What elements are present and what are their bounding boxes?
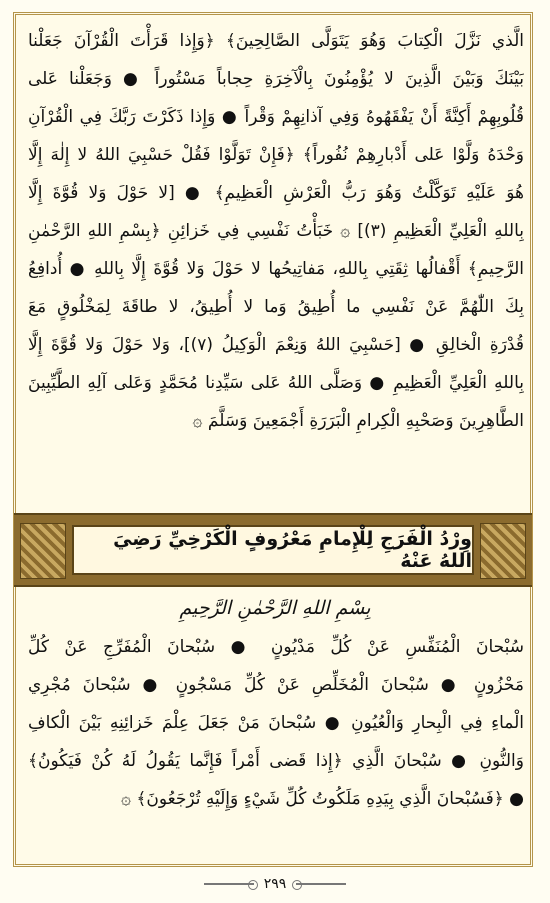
text-line: وَحْدَهُ وَلَّوْا عَلى أَدْبارِهِمْ نُفُوراً﴾ ﴿فَإِنْ تَوَلَّوْا فَقُلْ حَسْبِيَ اللهُ لا إِلٰهَ إِلَّا bbox=[28, 145, 524, 165]
text-line: هُوَ عَلَيْهِ تَوَكَّلْتُ وَهُوَ رَبُّ الْعَرْشِ الْعَظِيمِ﴾ ● [لا حَوْلَ وَلا قُوَّةَ إِلَّا bbox=[28, 183, 524, 203]
section-title-box bbox=[72, 525, 474, 575]
main-text-top bbox=[28, 22, 524, 440]
text-line: مَحْزُونٍ ● سُبْحانَ الْمُخَلِّصِ عَنْ كُلِّ مَسْجُونٍ ● سُبْحانَ مُجْرِي bbox=[28, 675, 524, 695]
section-title-banner bbox=[14, 513, 532, 587]
text-line: وَالنُّونِ ● سُبْحانَ الَّذِي ﴿إِذا قَضى أَمْراً فَإِنَّما يَقُولُ لَهُ كُنْ فَيَكُونُ﴾ bbox=[28, 751, 524, 771]
main-text-bottom bbox=[28, 628, 524, 818]
text-line: الَّذي نَزَّلَ الْكِتابَ وَهُوَ يَتَوَلَّى الصَّالِحِينَ﴾ ﴿وَإِذا قَرَأْتَ الْقُرْآنَ جَعَلْنا bbox=[28, 31, 524, 51]
text-line: الطَّاهِرِينَ وَصَحْبِهِ الْكِرامِ الْبَرَرَةِ أَجْمَعِينَ وَسَلَّمَ ۞ bbox=[192, 411, 524, 431]
text-line: الرَّحِيمِ﴾ أَقْفالُها ثِقَتِي بِاللهِ، مَفاتِيحُها لا حَوْلَ وَلا قُوَّةَ إِلَّا بِاللهِ ● أُدافِعُ bbox=[28, 259, 524, 279]
banner-ornament-icon bbox=[20, 523, 66, 579]
text-line: بِاللهِ الْعَلِيِّ الْعَظِيمِ (٣)] ۞ خَبَأْتُ نَفْسِي فِي خَزائِنِ ﴿بِسْمِ اللهِ الرَّحْمٰنِ bbox=[28, 221, 524, 241]
basmala-calligraphy: بِسْمِ اللهِ الرَّحْمٰنِ الرَّحِيمِ bbox=[179, 597, 371, 619]
page-number: ٢٩٩ bbox=[263, 876, 287, 892]
text-line: بِكَ اللّٰهُمَّ عَنْ نَفْسِي ما أُطِيقُ وَما لا أُطِيقُ، لا طاقَةَ لِمَخْلُوقٍ مَعَ bbox=[28, 297, 524, 317]
page-footer bbox=[0, 870, 550, 898]
text-line: بَيْنَكَ وَبَيْنَ الَّذِينَ لا يُؤْمِنُونَ بِالْآخِرَةِ حِجاباً مَسْتُوراً ● وَجَعَلْنا عَلى bbox=[28, 69, 524, 89]
text-line: سُبْحانَ الْمُنَفِّسِ عَنْ كُلِّ مَدْيُونٍ ● سُبْحانَ الْمُفَرِّجِ عَنْ كُلِّ bbox=[28, 637, 524, 657]
text-line: بِاللهِ الْعَلِيِّ الْعَظِيمِ ● وَصَلَّى اللهُ عَلى سَيِّدِنا مُحَمَّدٍ وَعَلى آلِهِ الطَّيِّبِينَ bbox=[28, 373, 524, 393]
banner-ornament-icon bbox=[480, 523, 526, 579]
text-line: قُدْرَةِ الْخالِقِ ● [حَسْبِيَ اللهُ وَنِعْمَ الْوَكِيلُ (٧)]، وَلا حَوْلَ وَلا قُوَّةَ إِلَّا bbox=[28, 335, 524, 355]
section-title: وِرْدُ الْفَرَجِ لِلْإِمامِ مَعْرُوفٍ الْكَرْخِيِّ رَضِيَ اللهُ عَنْهُ bbox=[113, 528, 472, 572]
text-line: الْماءِ فِي الْبِحارِ وَالْعُيُونِ ● سُبْحانَ مَنْ جَعَلَ عِلْمَ خَزائِنِهِ بَيْنَ الْكافِ bbox=[28, 713, 524, 733]
flourish-icon bbox=[204, 883, 254, 885]
flourish-icon bbox=[296, 883, 346, 885]
text-line: قُلُوبِهِمْ أَكِنَّةً أَنْ يَفْقَهُوهُ وَفِي آذانِهِمْ وَقْراً ● وَإِذا ذَكَرْتَ رَبَّكَ فِي الْقُرْآنِ bbox=[28, 107, 524, 127]
text-line: ● ﴿فَسُبْحانَ الَّذِي بِيَدِهِ مَلَكُوتُ كُلِّ شَيْءٍ وَإِلَيْهِ تُرْجَعُونَ﴾ ۞ bbox=[121, 789, 524, 809]
